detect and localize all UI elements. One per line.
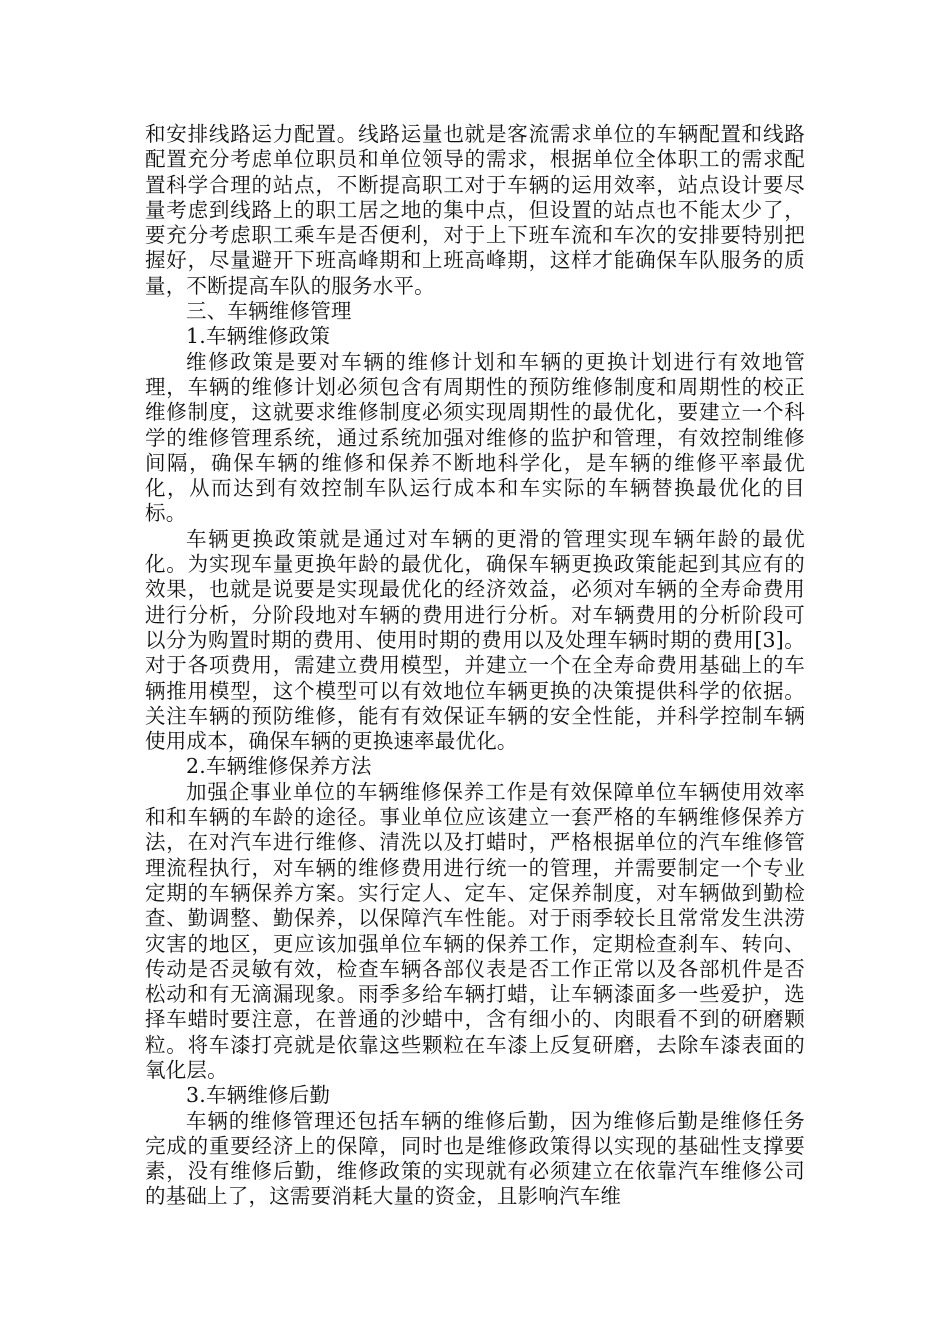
subsection-heading-maintenance-policy: 1.车辆维修政策	[186, 324, 331, 349]
paragraph-route-planning: 和安排线路运力配置。线路运量也就是客流需求单位的车辆配置和线路配置充分考虑单位职员和单位领导的需求，根据单位全体职工的需求配置科学合理的站点，不断提高职工对于车辆的运用效率，站点设计要尽量考虑到线路上的职工居之地的集中点，但设置的站点也不能太少了，要充分考虑职工乘车是否便利，对于上下班车流和车次的安排要特别把握好，尽量避开下班高峰期和上班高峰期，这样才能确保车队服务的质量，不断提高车队的服务水平。	[145, 122, 805, 298]
paragraph-maintenance-methods: 加强企事业单位的车辆维修保养工作是有效保障单位车辆使用效率和和车辆的车龄的途径。事业单位应该建立一套严格的车辆维修保养方法，在对汽车进行维修、清洗以及打蜡时，严格根据单位的汽车维修管理流程执行，对车辆的维修费用进行统一的管理，并需要制定一个专业定期的车辆保养方案。实行定人、定车、定保养制度，对车辆做到勤检查、勤调整、勤保养，以保障汽车性能。对于雨季较长且常常发生洪涝灾害的地区，更应该加强单位车辆的保养工作，定期检查刹车、转向、传动是否灵敏有效，检查车辆各部仪表是否工作正常以及各部机件是否松动和有无滴漏现象。雨季多给车辆打蜡，让车辆漆面多一些爱护，选择车蜡时要注意，在普通的沙蜡中，含有细小的、肉眼看不到的研磨颗粒。将车漆打亮就是依靠这些颗粒在车漆上反复研磨，去除车漆表面的氧化层。	[145, 779, 805, 1082]
subsection-heading-maintenance-logistics: 3.车辆维修后勤	[186, 1083, 331, 1108]
paragraph-maintenance-policy: 维修政策是要对车辆的维修计划和车辆的更换计划进行有效地管理，车辆的维修计划必须包含有周期性的预防维修制度和周期性的校正维修制度，这就要求维修制度必须实现周期性的最优化，要建立一个科学的维修管理系统，通过系统加强对维修的监护和管理，有效控制维修间隔，确保车辆的维修和保养不断地科学化，是车辆的维修平率最优化，从而达到有效控制车队运行成本和车实际的车辆替换最优化的目标。	[145, 349, 805, 526]
document-body	[145, 122, 805, 1210]
paragraph-replacement-policy: 车辆更换政策就是通过对车辆的更滑的管理实现车辆年龄的最优化。为实现车量更换年龄的最优化，确保车辆更换政策能起到其应有的效果，也就是说要是实现最优化的经济效益，必须对车辆的全寿命费用进行分析，分阶段地对车辆的费用进行分析。对车辆费用的分析阶段可以分为购置时期的费用、使用时期的费用以及处理车辆时期的费用[3]。对于各项费用，需建立费用模型，并建立一个在全寿命费用基础上的车辆推用模型，这个模型可以有效地位车辆更换的决策提供科学的依据。关注车辆的预防维修，能有有效保证车辆的安全性能，并科学控制车辆使用成本，确保车辆的更换速率最优化。	[145, 526, 805, 754]
paragraph-maintenance-logistics: 车辆的维修管理还包括车辆的维修后勤，因为维修后勤是维修任务完成的重要经济上的保障，同时也是维修政策得以实现的基础性支撑要素，没有维修后勤，维修政策的实现就有必须建立在依靠汽车维修公司的基础上了，这需要消耗大量的资金，且影响汽车维	[145, 1108, 805, 1209]
section-heading-vehicle-maintenance: 三、车辆维修管理	[186, 299, 352, 324]
subsection-heading-maintenance-methods: 2.车辆维修保养方法	[186, 754, 372, 779]
